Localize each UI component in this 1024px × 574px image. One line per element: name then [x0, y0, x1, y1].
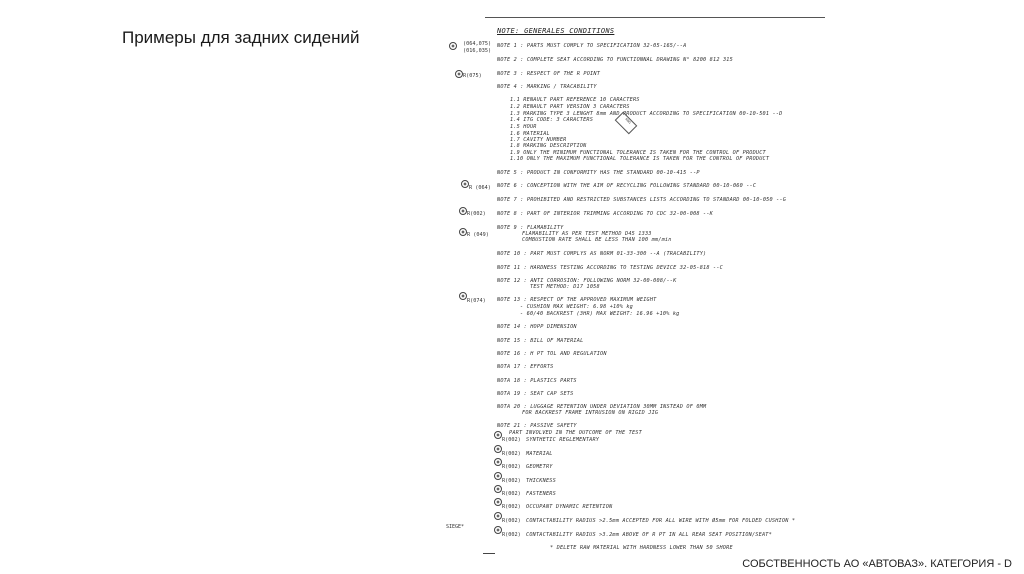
- reference-code: R (064): [469, 185, 491, 191]
- note-line: NOTE 10 : PART MUST COMPLYS AS NORM 01-33-300 --A (TRACABILITY): [497, 251, 707, 257]
- bottom-rule: [483, 553, 495, 554]
- note-line: NOTE 16 : H PT TOL AND REGULATION: [497, 351, 607, 357]
- note-line: NOTE 7 : PROHIBITED AND RESTRICTED SUBSTANCES LISTS ACCORDING TO STANDARD 00-10-050 --G: [497, 197, 787, 203]
- note-line: NOTE 2 : COMPLETE SEAT ACCORDING TO FUNCTIONNAL DRAWING N° 8200 812 315: [497, 57, 733, 63]
- note-line: CONTACTABILITY RADIUS >3.2mm ABOVE OF R PT IN ALL REAR SEAT POSITION/SEAT*: [526, 532, 772, 538]
- note-line: 1.7 CAVITY NUMBER: [510, 137, 567, 143]
- note-line: NOTE 3 : RESPECT OF THE R POINT: [497, 71, 601, 77]
- note-line: NOTE 9 : FLAMABILITY: [497, 225, 564, 231]
- note-line: NOTE 1 : PARTS MUST COMPLY TO SPECIFICATION 32-05-165/--A: [497, 43, 687, 49]
- reference-badge-icon: [494, 498, 502, 506]
- note-line: FLAMABILITY AS PER TEST METHOD D45 1333: [522, 231, 652, 237]
- reference-code: R (049): [467, 232, 489, 238]
- reference-badge-icon: [461, 180, 469, 188]
- note-line: FOR BACKREST FRAME INTRUSION ON RIGID JIG: [522, 410, 659, 416]
- reference-code: R(002): [502, 518, 521, 524]
- note-line: - CUSHION MAX WEIGHT: 6.98 +10% kg: [520, 304, 633, 310]
- note-line: NOTE 8 : PART OF INTERIOR TRIMMING ACCORDING TO CDC 32-00-008 --K: [497, 211, 714, 217]
- siege-label: SIEGE*: [446, 524, 465, 530]
- note-line: PART INVOLVED IN THE OUTCOME OF THE TEST: [509, 430, 642, 436]
- reference-code: R(002): [502, 478, 521, 484]
- reference-code: R(075): [463, 73, 482, 79]
- note-line: 1.9 ONLY THE MINIMUM FUNCTIONAL TOLERANCE IS TAKEN FOR THE CONTROL OF PRODUCT: [510, 150, 766, 156]
- top-rule: [485, 17, 825, 18]
- reference-badge-icon: [494, 458, 502, 466]
- note-line: NOTE 4 : MARKING / TRACABILITY: [497, 84, 597, 90]
- note-line: THICKNESS: [526, 478, 556, 484]
- notes-heading: NOTE: GENERALES CONDITIONS: [497, 27, 615, 35]
- reference-badge-icon: [494, 485, 502, 493]
- note-line: FASTENERS: [526, 491, 556, 497]
- note-line: NOTE 6 : CONCEPTION WITH THE AIM OF RECYCLING FOLLOWING STANDARD 00-10-060 --C: [497, 183, 757, 189]
- note-line: OCCUPANT DYNAMIC RETENTION: [526, 504, 613, 510]
- note-line: 1.2 RENAULT PART VERSION 3 CARACTERS: [510, 104, 630, 110]
- reference-code: R(002): [502, 504, 521, 510]
- reference-code: R(002): [502, 464, 521, 470]
- note-line: - 60/40 BACKREST (3HR) MAX WEIGHT: 16.96 +10% kg: [520, 311, 680, 317]
- note-line: CONTACTABILITY RADIUS >2.5mm ACCEPTED FOR ALL WIRE WITH Ø5mm FOR FOLDED CUSHION *: [526, 518, 796, 524]
- note-line: NOTA 20 : LUGGAGE RETENTION UNDER DEVIATION 30MM INSTEAD OF 0MM: [497, 404, 707, 410]
- reference-badge-icon: [455, 70, 463, 78]
- reference-badge-icon: [494, 512, 502, 520]
- note-line: NOTE 11 : HARDNESS TESTING ACCORDING TO TESTING DEVICE 32-05-818 --C: [497, 265, 723, 271]
- note-line: 1.1 RENAULT PART REFERENCE 10 CARACTERS: [510, 97, 640, 103]
- reference-code: R(002): [502, 437, 521, 443]
- note-line: NOTA 18 : PLASTICS PARTS: [497, 378, 577, 384]
- note-line: TEST METHOD: D17 1058: [530, 284, 600, 290]
- note-line: 1.4 ITG CODE: 3 CARACTERS: [510, 117, 594, 123]
- note-line: NOTE 15 : BILL OF MATERIAL: [497, 338, 584, 344]
- note-line: SYNTHETIC REGLEMENTARY: [526, 437, 600, 443]
- reference-code: R(002): [502, 532, 521, 538]
- note-line: 1.6 MATERIAL: [510, 131, 550, 137]
- note-line: 1.3 MARKING TYPE 3 LENGHT 8mm AND PRODUCT ACCORDING TO SPECIFICATION 00-10-501 --D: [510, 111, 783, 117]
- reference-badge-icon: [459, 228, 467, 236]
- note-line: GEOMETRY: [526, 464, 553, 470]
- note-line: MATERIAL: [526, 451, 553, 457]
- reference-code: R(002): [467, 211, 486, 217]
- note-line: NOTE 5 : PRODUCT IN CONFORMITY HAS THE STANDARD 00-10-415 --P: [497, 170, 700, 176]
- reference-code: (064,075): [463, 41, 492, 47]
- note-line: NOTA 19 : SEAT CAP SETS: [497, 391, 574, 397]
- note-line: NOTE 12 : ANTI CORROSION: FOLLOWING NORM 32-00-008/--K: [497, 278, 677, 284]
- note-line: NOTA 17 : EFFORTS: [497, 364, 554, 370]
- reference-badge-icon: [494, 431, 502, 439]
- note-line: 1.8 MARKING DESCRIPTION: [510, 143, 587, 149]
- reference-badge-icon: [494, 445, 502, 453]
- reference-code: R(074): [467, 298, 486, 304]
- reference-badge-icon: [494, 472, 502, 480]
- reference-code: (016,035): [463, 48, 492, 54]
- reference-code: R(002): [502, 451, 521, 457]
- reference-badge-icon: [459, 292, 467, 300]
- note-line: 1.5 HOUR: [510, 124, 537, 130]
- note-line: NOTE 14 : HOPP DIMENSION: [497, 324, 577, 330]
- note-line: NOTE 13 : RESPECT OF THE APPROVED MAXIMUM WEIGHT: [497, 297, 657, 303]
- note-line: 1.10 ONLY THE MAXIMUM FUNCTIONAL TOLERANCE IS TAKEN FOR THE CONTROL OF PRODUCT: [510, 156, 770, 162]
- reference-badge-icon: [494, 526, 502, 534]
- marking-stamp-icon: RNG: [615, 112, 638, 135]
- reference-code: R(002): [502, 491, 521, 497]
- footer-note: СОБСТВЕННОСТЬ АО «АВТОВАЗ». КАТЕГОРИЯ - D: [742, 558, 1012, 570]
- note-line: * DELETE RAW MATERIAL WITH HARDNESS LOWER THAN 50 SHORE: [550, 545, 733, 551]
- note-line: COMBUSTION RATE SHALL BE LESS THAN 100 mm/min: [522, 237, 672, 243]
- reference-badge-icon: [459, 207, 467, 215]
- slide-title: Примеры для задних сидений: [122, 28, 360, 47]
- note-line: NOTE 21 : PASSIVE SAFETY: [497, 423, 577, 429]
- reference-badge-icon: [449, 42, 457, 50]
